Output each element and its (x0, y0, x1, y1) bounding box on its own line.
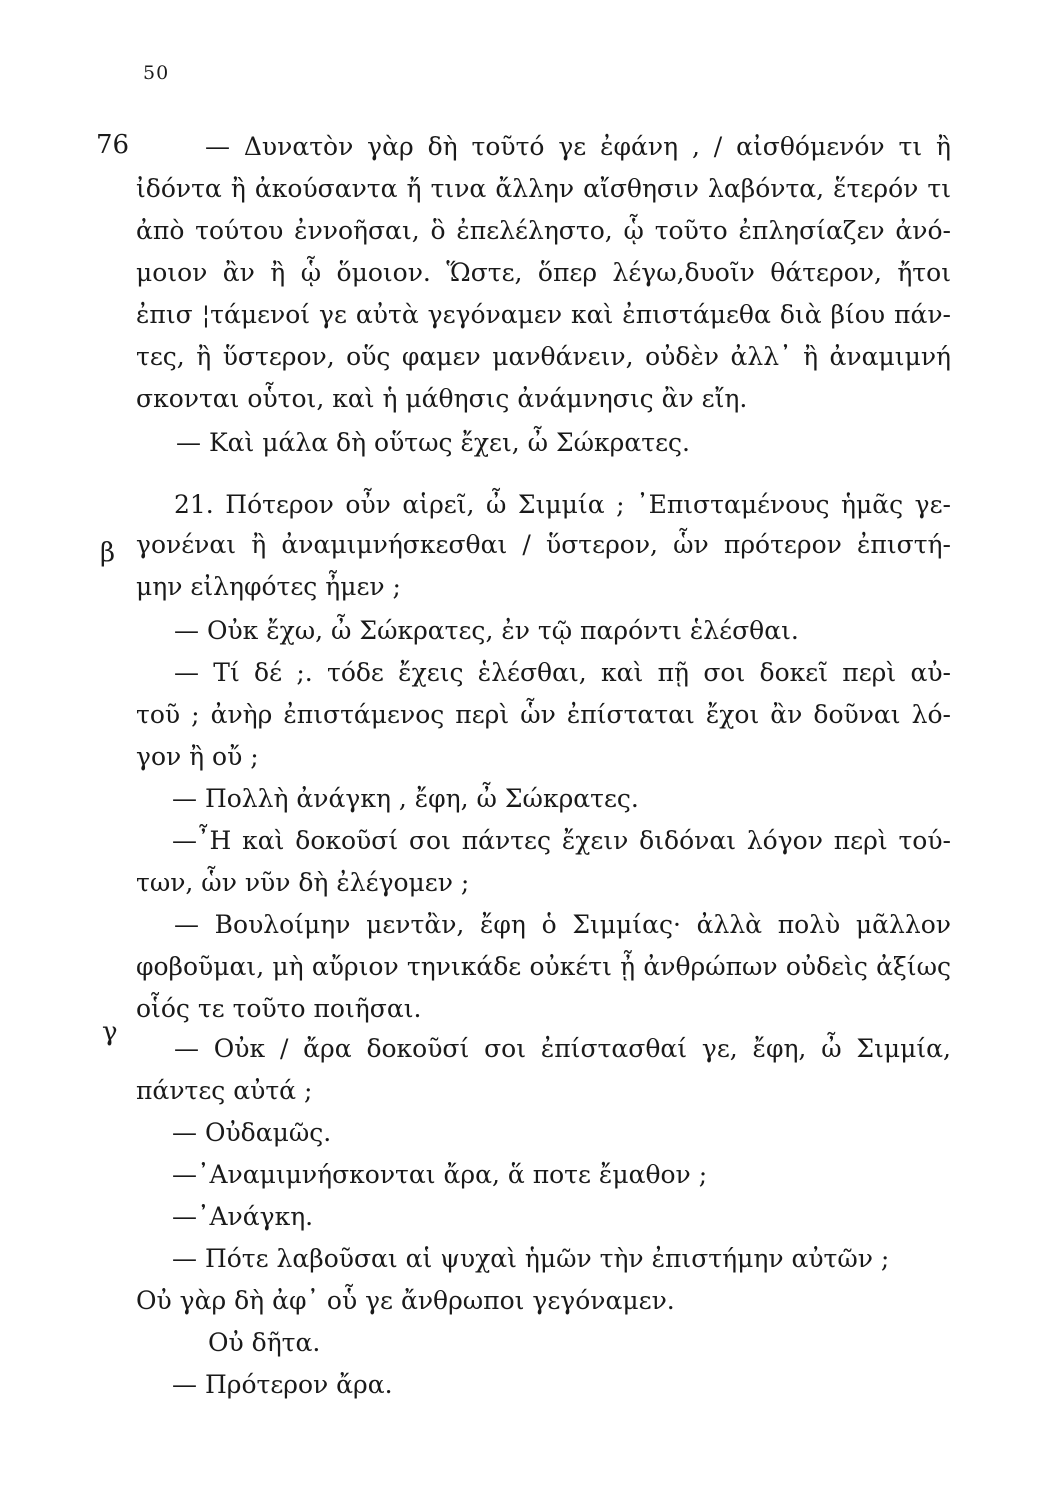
text-line: —᾿Αναμιμνήσκονται ἄρα, ἅ ποτε ἔμαθον ; (172, 1160, 708, 1189)
text-line: σκονται οὗτοι, καὶ ἡ μάθησις ἀνάμνησις ἂν εἴη. (136, 384, 748, 413)
text-line: Οὐ γὰρ δὴ ἀφ᾽ οὗ γε ἄνθρωποι γεγόναμεν. (136, 1286, 675, 1315)
text-line: — Πολλὴ ἀνάγκη , ἔφη, ὦ Σώκρατες. (172, 784, 639, 813)
text-line: των, ὧν νῦν δὴ ἐλέγομεν ; (136, 868, 470, 897)
text-line: τοῦ ; ἀνὴρ ἐπιστάμενος περὶ ὧν ἐπίσταται ἔχοι ἂν δοῦναι λό- (136, 700, 951, 729)
text-line: — Πρότερον ἄρα. (172, 1370, 393, 1399)
text-line: γον ἢ οὔ ; (136, 742, 259, 771)
text-line: οἷός τε τοῦτο ποιῆσαι. (136, 994, 422, 1023)
text-line: — Τί δέ ;. τόδε ἔχεις ἑλέσθαι, καὶ πῇ σοι δοκεῖ περὶ αὐ- (174, 658, 951, 687)
text-line: — Οὐκ / ἄρα δοκοῦσί σοι ἐπίστασθαί γε, ἔφη, ὦ Σιμμία, (174, 1034, 951, 1063)
text-line: γονέναι ἢ ἀναμιμνήσκεσθαι / ὕστερον, ὧν πρότερον ἐπιστή- (136, 530, 951, 559)
text-line: τες, ἢ ὕστερον, οὕς φαμεν μανθάνειν, οὐδὲν ἀλλ᾽ ἢ ἀναμιμνή (136, 342, 951, 371)
text-line: — Καὶ μάλα δὴ οὕτως ἔχει, ὦ Σώκρατες. (176, 428, 690, 457)
margin-marker-gamma: γ (102, 1017, 118, 1047)
page-number: 50 (143, 62, 170, 84)
text-line: — Δυνατὸν γὰρ δὴ τοῦτό γε ἐφάνη , / αἰσθόμενόν τι ἢ (205, 132, 951, 161)
text-line: — Οὐκ ἔχω, ὦ Σώκρατες, ἐν τῷ παρόντι ἑλέσθαι. (174, 616, 799, 645)
text-line: φοβοῦμαι, μὴ αὔριον τηνικάδε οὐκέτι ᾖ ἀνθρώπων οὐδεὶς ἀξίως (136, 952, 951, 981)
text-line: Οὐ δῆτα. (208, 1328, 321, 1357)
text-line: — Οὐδαμῶς. (172, 1118, 332, 1147)
text-line: — Πότε λαβοῦσαι αἱ ψυχαὶ ἡμῶν τὴν ἐπιστήμην αὐτῶν ; (172, 1244, 890, 1273)
text-line: μοιον ἂν ἢ ᾧ ὅμοιον. Ὥστε, ὅπερ λέγω,δυοῖν θάτερον, ἤτοι (136, 258, 951, 287)
text-line: —᾿Ανάγκη. (172, 1202, 314, 1231)
text-line: πάντες αὐτά ; (136, 1076, 313, 1105)
margin-marker-beta: β (100, 538, 116, 568)
text-line: ἐπισ ¦τάμενοί γε αὐτὰ γεγόναμεν καὶ ἐπιστάμεθα διὰ βίου πάν- (136, 300, 951, 329)
text-line: —῏Η καὶ δοκοῦσί σοι πάντες ἔχειν διδόναι λόγον περὶ τού- (172, 826, 951, 855)
text-line: 21. Πότερον οὖν αἱρεῖ, ὦ Σιμμία ; ᾿Επισταμένους ἡμᾶς γε- (174, 490, 951, 519)
text-line: ἀπὸ τούτου ἐννοῆσαι, ὃ ἐπελέληστο, ᾧ τοῦτο ἐπλησίαζεν ἀνό- (136, 216, 951, 245)
text-line: μην εἰληφότες ἦμεν ; (136, 572, 401, 601)
section-number-76: 76 (96, 130, 130, 160)
text-line: — Βουλοίμην μεντἂν, ἔφη ὁ Σιμμίας· ἀλλὰ πολὺ μᾶλλον (174, 910, 951, 939)
text-line: ἰδόντα ἢ ἀκούσαντα ἤ τινα ἄλλην αἴσθησιν λαβόντα, ἕτερόν τι (136, 174, 951, 203)
